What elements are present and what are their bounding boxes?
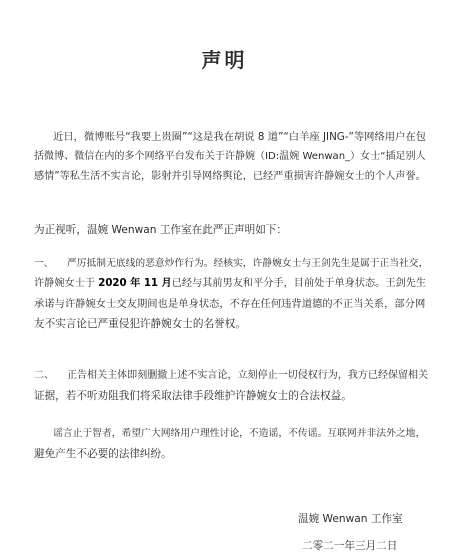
point-1-breakup-date: 2020 年 11 月 <box>98 278 172 289</box>
point-1-number: 一、 <box>34 258 54 269</box>
signature-date: 二零二一年三月二日 <box>302 540 398 552</box>
intro-line-2: 括微博、微信在内的多个网络平台发布关于许静婉（ID:温婉 Wenwan_）女士“插足别人 <box>34 151 426 162</box>
point-2-number: 二、 <box>34 370 55 381</box>
intro-line-3: 感情”等私生活不实言论，影射并引导网络舆论，已经严重损害许静婉女士的个人声誉。 <box>34 171 426 182</box>
closing-line-1: 谣言止于智者，希望广大网络用户理性讨论，不造谣，不传谣。互联网并非法外之地， <box>53 428 426 439</box>
statement-lead: 为正视听，温婉 Wenwan 工作室在此严正声明如下： <box>34 224 287 236</box>
point-1-line-4: 友不实言论已严重侵犯许静婉女士的名誉权。 <box>34 318 246 330</box>
point-2-text-1: 正告相关主体即刻删撤上述不实言论，立刻停止一切侵权行为，我方已经保留相关 <box>67 370 429 381</box>
signature-studio: 温婉 Wenwan 工作室 <box>298 513 403 525</box>
statement-lead-paragraph <box>34 220 426 240</box>
point-1-line-2 <box>34 274 426 294</box>
document-title: 声明 <box>201 48 248 72</box>
point-2-line-1 <box>34 366 429 386</box>
closing-line-2: 避免产生不必要的法律纠纷。 <box>34 448 172 460</box>
point-1-text-2-suffix: 已经与其前男友和平分手，目前处于单身状态。王剑先生 <box>171 278 427 289</box>
point-1-text-1: 严厉抵制无底线的恶意炒作行为。经核实，许静婉女士与王剑先生是属于正当社交， <box>67 258 429 269</box>
point-1-text-2-prefix: 许静婉女士于 <box>34 278 99 289</box>
closing-paragraph <box>34 424 426 464</box>
intro-paragraph <box>34 127 426 187</box>
point-1-line-3: 承诺与许静婉女士交友期间也是单身状态，不存在任何违背道德的不正当关系，部分网 <box>34 298 426 310</box>
point-1-paragraph <box>34 254 429 334</box>
intro-line-1: 近日，微博账号“我要上贵圈”“这是我在胡说 8 道”“白羊座 JING-”等网络用户在包 <box>53 131 427 143</box>
point-2-line-2: 证据，若不听劝阻我们将采取法律手段维护许静婉女士的合法权益。 <box>34 390 352 402</box>
point-2-paragraph <box>34 366 429 406</box>
point-1-line-1 <box>34 254 429 274</box>
